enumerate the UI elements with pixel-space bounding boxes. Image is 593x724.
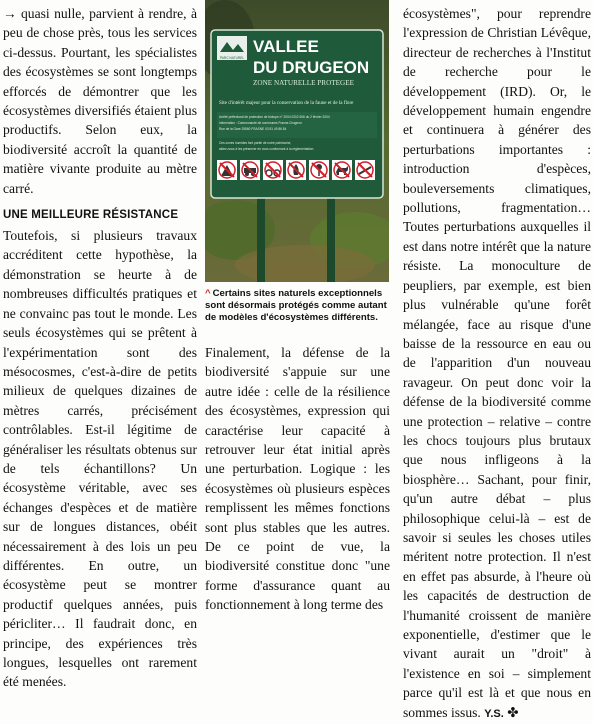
- sign-title-line-2: DU DRUGEON: [253, 58, 370, 77]
- sign-title-line-1: VALLEE: [253, 37, 319, 56]
- paragraph: Toutefois, si plusieurs travaux accréditent cette hypothèse, la démonstration se heurte à de nombreuses difficultés pratiques et ne convainc pas tout le monde. Les seuls écosystèmes qui se prêtent à l'expérimentation sont des mésocosmes, c'est-à-dire de petits milieux de quelques dizaines de mètres carrés, précisément contrôlables. Est-il légitime de généraliser les résultats obtenus sur de tels échantillons? Un écosystème véritable, avec ses échanges d'espèces et de matière sur de longues distances, obéit nécessairement à des lois un peu différentes. En outre, un écosystème peut se montrer productif quelques années, puis péricliter… Il faudrait donc, en principe, des expériences très longues, lesquelles ont rarement été menées.: [3, 228, 197, 690]
- author-initials: Y.S.: [484, 707, 504, 720]
- no-picking-flowers-icon: [309, 160, 329, 180]
- sign-site-text: Site d'intérêt majeur pour la conservation de la faune et de la flore: [219, 100, 354, 106]
- no-camping-icon: [217, 160, 237, 180]
- paragraph: → quasi nulle, parvient à rendre, à peu de chose près, tous les services ci-dessus. Pourtant, les spécialistes des écosystèmes se sont longtemps efforcés de démontrer que les écosystèmes diversifiés étaient plus productifs. Selon eux, la biodiversité accroît la quantité de matière vivante produite au mètre carré.: [3, 6, 197, 196]
- photo-nature-reserve-sign: [205, 0, 389, 282]
- photo-caption: [205, 288, 391, 324]
- sign-small-text: Information : Communauté de communes Frasne-Drugeon: [219, 121, 302, 125]
- caption-marker: ^: [205, 288, 211, 299]
- sign-subtitle: ZONE NATURELLE PROTEGEE: [253, 79, 355, 87]
- sign-small-text: Rue de la Gare 25560 FRASNE 03 81 49 86 84: [219, 127, 287, 131]
- no-vehicles-icon: [240, 160, 260, 180]
- caption-text: Certains sites naturels exceptionnels sont désormais protégés comme autant de modèles d'écosystèmes différents.: [205, 288, 387, 323]
- sign-small-text: aidez-nous à les préserver en vous conformant à la réglementation: [219, 147, 314, 151]
- no-hunting-icon: [355, 160, 375, 180]
- sign-small-text: Ces zones humides font partie de notre patrimoine,: [219, 141, 292, 145]
- sign-small-text: Arrêté préfectoral de protection de biotope n° 2004 0202 606 du 2 février 2004: [219, 115, 330, 119]
- article-column-left: [3, 4, 197, 692]
- section-heading: UNE MEILLEURE RÉSISTANCE: [3, 209, 179, 222]
- no-fire-icon: [286, 160, 306, 180]
- no-dogs-icon: [332, 160, 352, 180]
- end-mark-icon: ✤: [507, 704, 519, 720]
- article-column-middle: [205, 343, 390, 615]
- no-motorbikes-icon: [263, 160, 283, 180]
- prohibition-pictograms: [217, 160, 375, 180]
- article-column-right: [403, 4, 591, 724]
- paragraph-text: écosystèmes", pour reprendre l'expression de Christian Lévêque, directeur de recherches à l'Institut de recherche pour le développement (IRD). Or, le développement humain engendre et continuera à générer des perturbations importantes : introduction d'espèces, bouleversements climatiques, pollutions, fragmentation… Toutes perturbations auxquelles il est dans notre intérêt que la nature résiste. La monoculture de peupliers, par exemple, est bien plus vulnérable qu'une forêt mélangée, face au risque d'une baisse de la ressource en eau ou de l'apparition d'un nouveau ravageur. On peut donc voir la défense de la biodiversité comme une protection – relative – contre les chocs toujours plus brutaux que nous infligeons à la biosphère… Sachant, pour finir, qu'un autre débat – plus philosophique celui-là – est de savoir si seules les choses utiles méritent notre protection. Il n'est en effet pas absurde, à l'heure où les capacités de destruction de l'humanité croissent de manière exponentielle, d'estimer que le vivant aurait un "droit" à l'existence en soi – simplement parce qu'il est là et que nous en sommes issus.: [403, 6, 591, 720]
- paragraph: [403, 4, 591, 724]
- paragraph: Finalement, la défense de la biodiversité s'appuie sur une autre idée : celle de la résilience des écosystèmes, expression qui caractérise leur capacité à retrouver leur état initial après une perturbation. Logique : les écosystèmes où plusieurs espèces remplissent les mêmes fonctions sont plus stables que les autres. De ce point de vue, la biodiversité constitue donc "une forme d'assurance quant au fonctionnement à long terme des: [205, 345, 390, 613]
- logo-caption: PARC NATUREL: [219, 56, 245, 60]
